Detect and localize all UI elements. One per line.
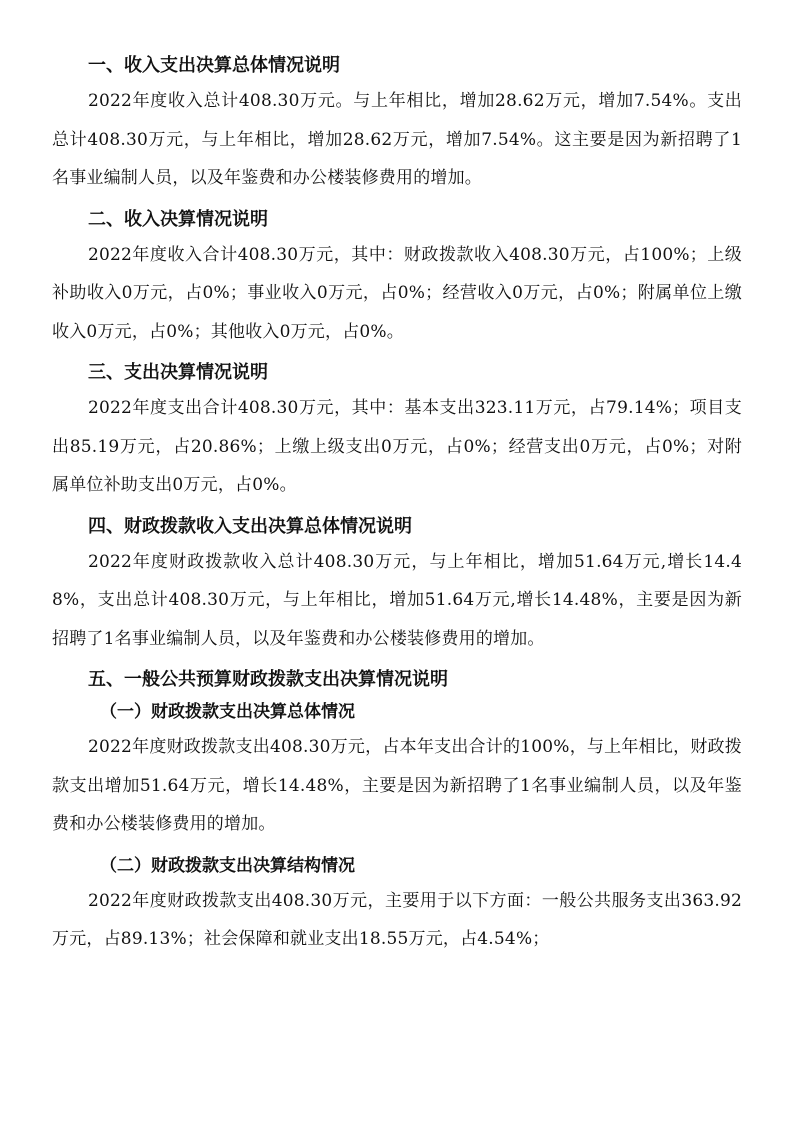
section-heading-2: 二、收入决算情况说明	[88, 208, 268, 230]
subsection-heading-5-1: （一）财政拨款支出决算总体情况	[100, 702, 355, 722]
section-paragraph-3: 2022年度支出合计408.30万元，其中：基本支出323.11万元，占79.14%；项目支出85.19万元，占20.86%；上缴上级支出0万元，占0%；经营支出0万元，占0%；对附属单位补助支出0万元，占0%。	[52, 398, 742, 495]
section-heading-3: 三、支出决算情况说明	[88, 362, 268, 383]
section-heading-5: 五、一般公共预算财政拨款支出决算情况说明	[88, 669, 448, 690]
subsection-paragraph-5-2: 2022年度财政拨款支出408.30万元，主要用于以下方面：一般公共服务支出363.92万元，占89.13%；社会保障和就业支出18.55万元，占4.54%；	[52, 890, 742, 949]
document-page	[52, 50, 742, 965]
section-paragraph-1: 2022年度收入总计408.30万元。与上年相比，增加28.62万元，增加7.54%。支出总计408.30万元，与上年相比，增加28.62万元，增加7.54%。这主要是因为新招聘了1名事业编制人员，以及年鉴费和办公楼装修费用的增加。	[52, 91, 742, 188]
subsection-heading-5-2: （二）财政拨款支出决算结构情况	[100, 855, 355, 876]
section-heading-1: 一、收入支出决算总体情况说明	[88, 55, 340, 76]
section-paragraph-2: 2022年度收入合计408.30万元，其中：财政拨款收入408.30万元，占100%；上级补助收入0万元，占0%；事业收入0万元，占0%；经营收入0万元，占0%；附属单位上缴收入0万元，占0%；其他收入0万元，占0%。	[52, 244, 742, 342]
subsection-paragraph-5-1: 2022年度财政拨款支出408.30万元，占本年支出合计的100%，与上年相比，财政拨款支出增加51.64万元，增长14.48%，主要是因为新招聘了1名事业编制人员，以及年鉴费和办公楼装修费用的增加。	[52, 737, 742, 834]
section-heading-4: 四、财政拨款收入支出决算总体情况说明	[88, 515, 412, 537]
section-paragraph-4: 2022年度财政拨款收入总计408.30万元，与上年相比，增加51.64万元,增长14.48%，支出总计408.30万元，与上年相比，增加51.64万元,增长14.48%，主要是因为新招聘了1名事业编制人员，以及年鉴费和办公楼装修费用的增加。	[52, 551, 742, 649]
